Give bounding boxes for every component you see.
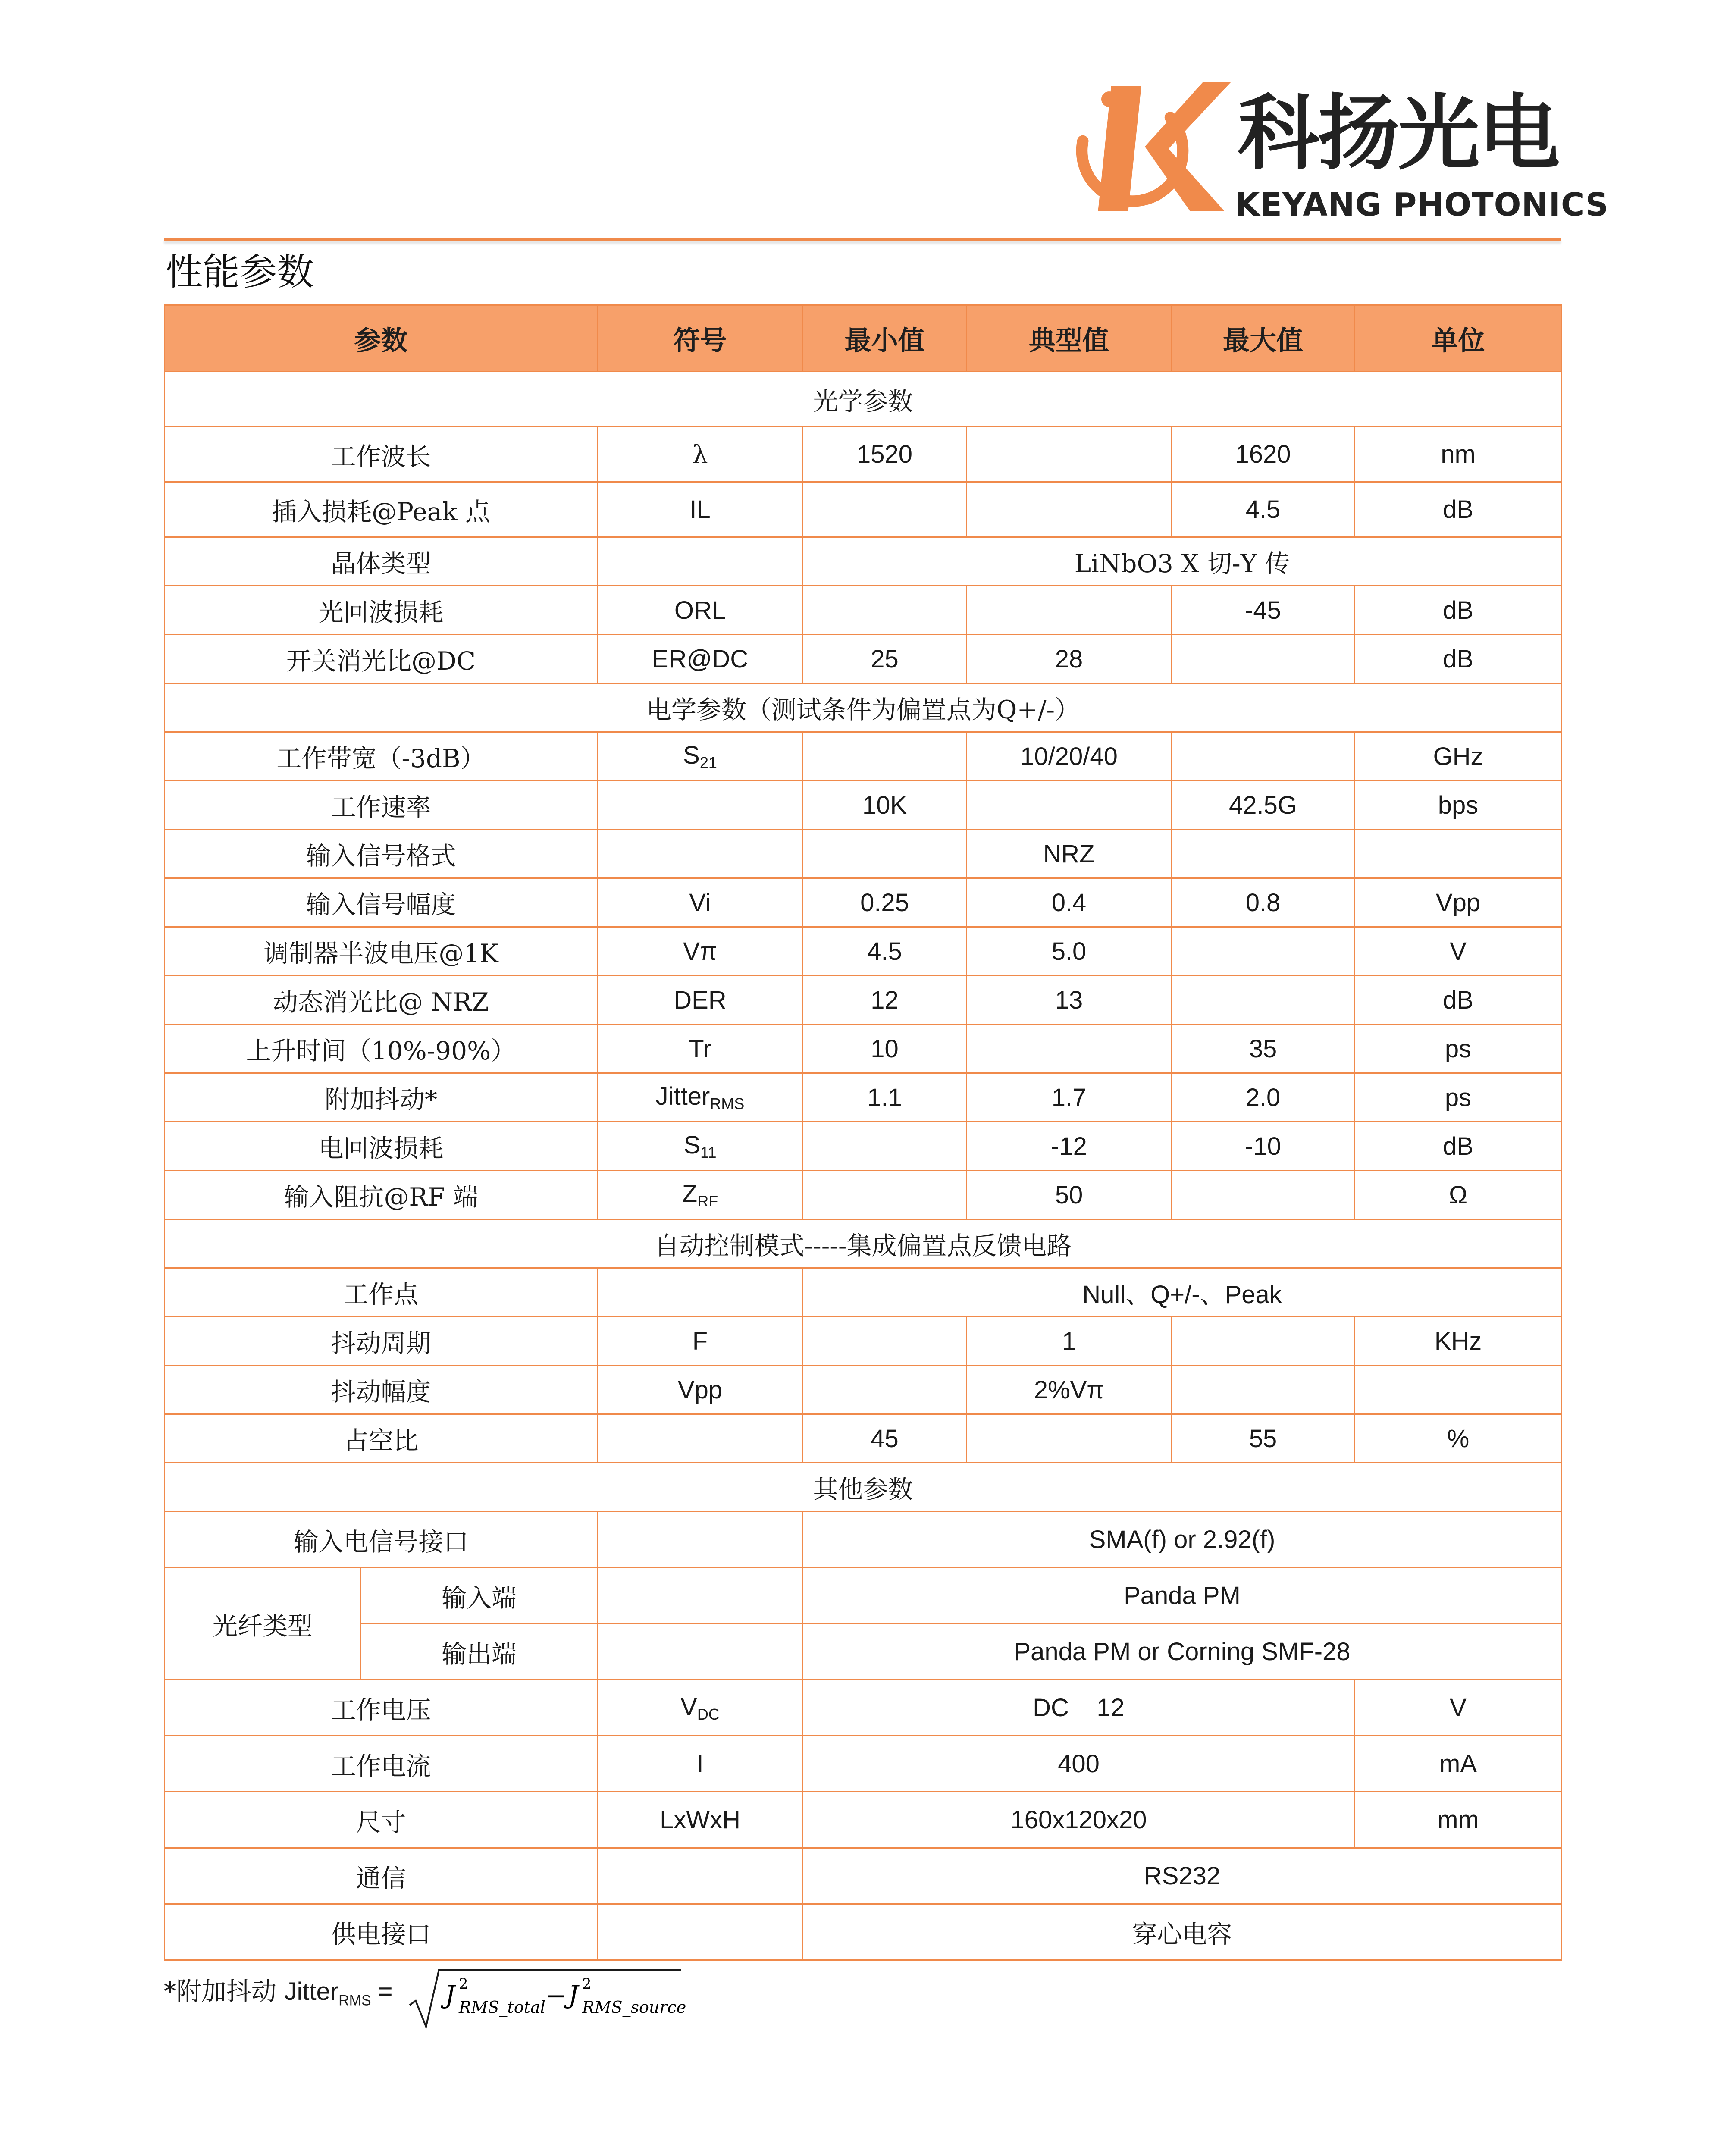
value-cell: DC 12 — [803, 1680, 1355, 1736]
min-cell — [803, 1122, 967, 1171]
symbol-cell: Jitter$_{RMS}$ — [598, 1073, 803, 1122]
header-min: 最小值 — [803, 305, 967, 372]
param-cell: 输入电信号接口 — [165, 1512, 598, 1568]
merged-value-cell: RS232 — [803, 1848, 1562, 1904]
typ-cell — [967, 482, 1172, 537]
max-cell: 2.0 — [1172, 1073, 1355, 1122]
min-cell — [803, 1366, 967, 1414]
max-cell: 1620 — [1172, 427, 1355, 482]
table-row — [165, 1122, 1562, 1171]
table-row — [165, 1268, 1562, 1317]
header-max: 最大值 — [1172, 305, 1355, 372]
unit-cell: dB — [1355, 635, 1562, 683]
symbol-cell: ORL — [598, 586, 803, 635]
typ-cell: -12 — [967, 1122, 1172, 1171]
unit-cell: V — [1355, 927, 1562, 976]
table-row — [165, 427, 1562, 482]
symbol-cell — [598, 781, 803, 830]
min-cell: 45 — [803, 1414, 967, 1463]
keyang-logo — [1061, 73, 1233, 229]
symbol-cell — [598, 1568, 803, 1624]
svg-text:2: 2 — [582, 1975, 592, 1993]
table-row — [165, 1073, 1562, 1122]
typ-cell: 50 — [967, 1171, 1172, 1219]
unit-cell: bps — [1355, 781, 1562, 830]
typ-cell: 5.0 — [967, 927, 1172, 976]
typ-cell: 2%Vπ — [967, 1366, 1172, 1414]
merged-value-cell: LiNbO3 X 切-Y 传 — [803, 537, 1562, 586]
table-row — [165, 1171, 1562, 1219]
svg-text:J: J — [568, 1980, 579, 2009]
param-cell: 工作波长 — [165, 427, 598, 482]
min-cell — [803, 586, 967, 635]
max-cell — [1172, 830, 1355, 878]
param-cell: 抖动幅度 — [165, 1366, 598, 1414]
table-row — [165, 1366, 1562, 1414]
param-cell: 占空比 — [165, 1414, 598, 1463]
param-cell: 插入损耗@Peak 点 — [165, 482, 598, 537]
min-cell: 4.5 — [803, 927, 967, 976]
param-cell: 光回波损耗 — [165, 586, 598, 635]
spec-table — [164, 304, 1562, 1961]
table-row — [165, 1317, 1562, 1366]
symbol-cell: $Z_{RF}$ — [598, 1171, 803, 1219]
section-other: 其他参数 — [165, 1463, 1562, 1512]
min-cell: 25 — [803, 635, 967, 683]
symbol-cell — [598, 1904, 803, 1960]
min-cell: 10K — [803, 781, 967, 830]
header-typ: 典型值 — [967, 305, 1172, 372]
max-cell — [1172, 927, 1355, 976]
symbol-cell: Vi — [598, 878, 803, 927]
param-cell: 附加抖动* — [165, 1073, 598, 1122]
param-cell: 通信 — [165, 1848, 598, 1904]
typ-cell: 13 — [967, 976, 1172, 1025]
table-row — [165, 1568, 1562, 1624]
svg-text:RMS_source: RMS_source — [582, 1998, 686, 2017]
merged-value-cell: Panda PM — [803, 1568, 1562, 1624]
param-cell: 上升时间（10%-90%） — [165, 1025, 598, 1073]
symbol-cell — [598, 1268, 803, 1317]
symbol-cell: I — [598, 1736, 803, 1792]
jitter-formula — [405, 1966, 837, 2031]
unit-cell: mA — [1355, 1736, 1562, 1792]
typ-cell — [967, 1025, 1172, 1073]
unit-cell: mm — [1355, 1792, 1562, 1848]
section-title: 性能参数 — [166, 251, 314, 294]
brand-name-cn: 科扬光电 — [1238, 86, 1559, 181]
symbol-cell: LxWxH — [598, 1792, 803, 1848]
table-row — [165, 732, 1562, 781]
symbol-cell: $V_{DC}$ — [598, 1680, 803, 1736]
param-cell: 输入信号格式 — [165, 830, 598, 878]
table-row — [165, 830, 1562, 878]
table-row — [165, 537, 1562, 586]
param-cell: 输入信号幅度 — [165, 878, 598, 927]
header-unit: 单位 — [1355, 305, 1562, 372]
symbol-cell — [598, 1624, 803, 1680]
typ-cell: 10/20/40 — [967, 732, 1172, 781]
typ-cell: 1 — [967, 1317, 1172, 1366]
symbol-cell: λ — [598, 427, 803, 482]
table-row — [165, 482, 1562, 537]
unit-cell: Vpp — [1355, 878, 1562, 927]
value-cell: 400 — [803, 1736, 1355, 1792]
symbol-cell: IL — [598, 482, 803, 537]
typ-cell — [967, 427, 1172, 482]
symbol-cell — [598, 1848, 803, 1904]
param-cell: 输入阻抗@RF 端 — [165, 1171, 598, 1219]
max-cell — [1172, 635, 1355, 683]
table-row — [165, 976, 1562, 1025]
section-electrical: 电学参数（测试条件为偏置点为Q+/-） — [165, 683, 1562, 732]
symbol-cell: Vπ — [598, 927, 803, 976]
unit-cell: KHz — [1355, 1317, 1562, 1366]
param-cell: 工作点 — [165, 1268, 598, 1317]
symbol-cell — [598, 830, 803, 878]
table-row — [165, 1848, 1562, 1904]
unit-cell: % — [1355, 1414, 1562, 1463]
typ-cell: NRZ — [967, 830, 1172, 878]
table-row — [165, 1025, 1562, 1073]
sub-param-cell: 输入端 — [361, 1568, 598, 1624]
table-row — [165, 1736, 1562, 1792]
max-cell — [1172, 1171, 1355, 1219]
typ-cell: 0.4 — [967, 878, 1172, 927]
symbol-cell: Vpp — [598, 1366, 803, 1414]
max-cell: 35 — [1172, 1025, 1355, 1073]
symbol-cell — [598, 1512, 803, 1568]
header-param: 参数 — [165, 305, 598, 372]
param-cell: 抖动周期 — [165, 1317, 598, 1366]
min-cell: 1.1 — [803, 1073, 967, 1122]
symbol-cell — [598, 1414, 803, 1463]
max-cell: -10 — [1172, 1122, 1355, 1171]
merged-value-cell: Panda PM or Corning SMF-28 — [803, 1624, 1562, 1680]
param-cell: 工作带宽（-3dB） — [165, 732, 598, 781]
min-cell — [803, 830, 967, 878]
min-cell — [803, 1171, 967, 1219]
typ-cell — [967, 1414, 1172, 1463]
table-header-row — [165, 305, 1562, 372]
param-cell: 晶体类型 — [165, 537, 598, 586]
param-cell: 工作电压 — [165, 1680, 598, 1736]
unit-cell: nm — [1355, 427, 1562, 482]
min-cell: 10 — [803, 1025, 967, 1073]
max-cell: -45 — [1172, 586, 1355, 635]
unit-cell: V — [1355, 1680, 1562, 1736]
unit-cell: dB — [1355, 1122, 1562, 1171]
symbol-cell: F — [598, 1317, 803, 1366]
param-cell: 光纤类型 — [165, 1568, 361, 1680]
max-cell — [1172, 1317, 1355, 1366]
unit-cell: GHz — [1355, 732, 1562, 781]
table-row — [165, 1624, 1562, 1680]
param-cell: 工作电流 — [165, 1736, 598, 1792]
typ-cell — [967, 781, 1172, 830]
symbol-cell — [598, 537, 803, 586]
table-row — [165, 927, 1562, 976]
min-cell — [803, 482, 967, 537]
max-cell — [1172, 732, 1355, 781]
param-cell: 尺寸 — [165, 1792, 598, 1848]
max-cell: 0.8 — [1172, 878, 1355, 927]
table-row — [165, 1904, 1562, 1960]
symbol-cell: $S_{11}$ — [598, 1122, 803, 1171]
section-auto-control: 自动控制模式-----集成偏置点反馈电路 — [165, 1219, 1562, 1268]
typ-cell: 28 — [967, 635, 1172, 683]
symbol-cell: ER@DC — [598, 635, 803, 683]
svg-text:−: − — [545, 1981, 567, 2010]
unit-cell — [1355, 830, 1562, 878]
unit-cell: dB — [1355, 586, 1562, 635]
table-row — [165, 1680, 1562, 1736]
merged-value-cell: SMA(f) or 2.92(f) — [803, 1512, 1562, 1568]
merged-value-cell: 穿心电容 — [803, 1904, 1562, 1960]
min-cell — [803, 1317, 967, 1366]
param-cell: 供电接口 — [165, 1904, 598, 1960]
brand-name-en: KEYANG PHOTONICS — [1235, 186, 1609, 223]
unit-cell: ps — [1355, 1073, 1562, 1122]
max-cell: 55 — [1172, 1414, 1355, 1463]
table-row — [165, 1414, 1562, 1463]
param-cell: 电回波损耗 — [165, 1122, 598, 1171]
param-cell: 调制器半波电压@1K — [165, 927, 598, 976]
symbol-cell: Tr — [598, 1025, 803, 1073]
table-row — [165, 878, 1562, 927]
table-row — [165, 781, 1562, 830]
section-optical: 光学参数 — [165, 372, 1562, 427]
unit-cell: dB — [1355, 482, 1562, 537]
jitter-footnote — [164, 1966, 811, 2031]
header-symbol: 符号 — [598, 305, 803, 372]
max-cell — [1172, 976, 1355, 1025]
unit-cell: dB — [1355, 976, 1562, 1025]
typ-cell: 1.7 — [967, 1073, 1172, 1122]
svg-text:2: 2 — [459, 1975, 468, 1993]
sub-param-cell: 输出端 — [361, 1624, 598, 1680]
table-row — [165, 635, 1562, 683]
value-cell: 160x120x20 — [803, 1792, 1355, 1848]
symbol-cell: DER — [598, 976, 803, 1025]
min-cell — [803, 732, 967, 781]
param-cell: 工作速率 — [165, 781, 598, 830]
table-row — [165, 1792, 1562, 1848]
svg-text:RMS_total: RMS_total — [459, 1998, 545, 2017]
symbol-cell: $S_{21}$ — [598, 732, 803, 781]
unit-cell: Ω — [1355, 1171, 1562, 1219]
param-cell: 动态消光比@ NRZ — [165, 976, 598, 1025]
param-cell: 开关消光比@DC — [165, 635, 598, 683]
max-cell: 42.5G — [1172, 781, 1355, 830]
footnote-text: *附加抖动 Jitter$_{RMS}$ = — [164, 1977, 393, 2009]
min-cell: 0.25 — [803, 878, 967, 927]
table-row — [165, 1512, 1562, 1568]
header-divider — [164, 238, 1561, 241]
unit-cell: ps — [1355, 1025, 1562, 1073]
min-cell: 1520 — [803, 427, 967, 482]
unit-cell — [1355, 1366, 1562, 1414]
svg-text:J: J — [445, 1980, 455, 2009]
max-cell — [1172, 1366, 1355, 1414]
max-cell: 4.5 — [1172, 482, 1355, 537]
table-row — [165, 586, 1562, 635]
min-cell: 12 — [803, 976, 967, 1025]
merged-value-cell: Null、Q+/-、Peak — [803, 1268, 1562, 1317]
typ-cell — [967, 586, 1172, 635]
